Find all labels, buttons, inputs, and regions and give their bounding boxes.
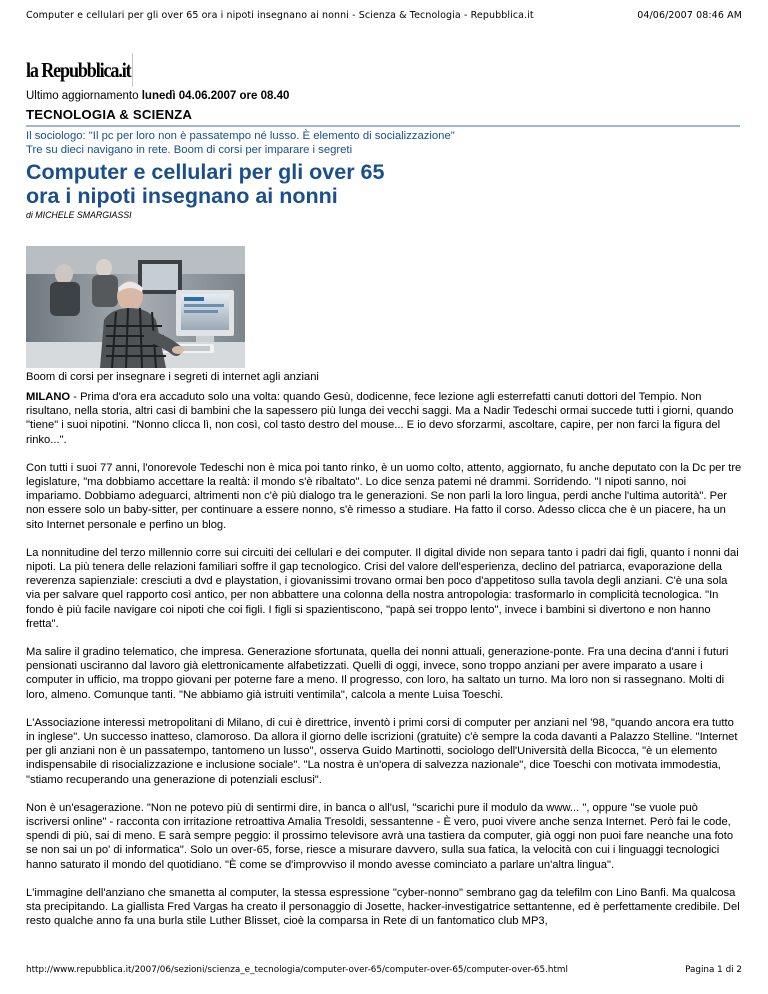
headline-line-2: ora i nipoti insegnano ai nonni	[26, 184, 338, 208]
article-headline	[26, 160, 384, 208]
print-footer	[26, 965, 742, 979]
headline-line-1: Computer e cellulari per gli over 65	[26, 160, 385, 184]
article-paragraph: L'Associazione interessi metropolitani di Milano, di cui è direttrice, inventò i primi corsi di computer per anziani nel '98, "quando ancora era tutto in inglese". Un successo inatteso, clamoroso. Da allora il giorno delle iscrizioni (gratuite) c'è sempre la coda davanti a Palazzo Stelline. "Internet per gli anziani non è un passatempo, tantomeno un lusso", osserva Guido Martinotti, sociologo dell'Università della Bicocca, "è un elemento indispensabile di risocializzazione e inclusione sociale". "La nostra è un'opera di salvezza nazionale", dice Toeschi con motivata immodestia, "stiamo recuperando una generazione di potenziali esclusi".	[26, 716, 738, 786]
site-header	[26, 53, 148, 87]
photo-caption: Boom di corsi per insegnare i segreti di internet agli anziani	[26, 371, 319, 383]
article-byline: di MICHELE SMARGIASSI	[26, 210, 132, 220]
kicker-line: Tre su dieci navigano in rete. Boom di corsi per imparare i segreti	[26, 144, 353, 156]
last-update-value: lunedì 04.06.2007 ore 08.40	[141, 90, 290, 102]
print-date: 04/06/2007 08:46 AM	[637, 10, 742, 21]
article-paragraph: Con tutti i suoi 77 anni, l'onorevole Tedeschi non è mica poi tanto rinko, è un uomo colto, attento, aggiornato, fu anche deputato con la Dc per tre legislature, "ma dobbiamo accettare la realtà: il mondo s'è ribaltato". Lo dice senza patemi né drammi. Sorridendo. "I nipoti sanno, noi impariamo. Dobbiamo adeguarci, altrimenti non c'è più dialogo tra le generazioni. Se non parli la loro lingua, perdi anche l'ultima autorità". Per non essere solo un baby-sitter, per continuare a essere nonno, s'è rimesso a studiare. Ha fatto il corso. Adesso clicca che è un piacere, ha un sito Internet personale e perfino un blog.	[26, 461, 742, 531]
print-page-title: Computer e cellulari per gli over 65 ora i nipoti insegnano ai nonni - Scienza & Tecnologia - Repubblica.it	[26, 10, 534, 21]
article-paragraph: Ma salire il gradino telematico, che impresa. Generazione sfortunata, quella dei nonni attuali, generazione-ponte. Fra una decina d'anni i futuri pensionati usciranno dal lavoro già elettronicamente alfabetizzati. Quelli di oggi, invece, sono troppo anziani per avere imparato a usare i computer in ufficio, ma troppo giovani per poterne fare a meno. Il progresso, con loro, ha saltato un turno. Ma loro non si rassegnano. Molti di loro, almeno. Comunque tanti. "Ne abbiamo già istruiti ventimila", calcola a mente Luisa Toeschi.	[26, 646, 729, 701]
repubblica-logo[interactable]: la Repubblica.it	[26, 58, 131, 82]
article-paragraph: La nonnitudine del terzo millennio corre sui circuiti dei cellulari e dei computer. Il digital divide non separa tanto i padri dai figli, quanto i nonni dai nipoti. La più tenera delle relazioni familiari soffre il gap tecnologico. Crisi del valore dell'esperienza, declino del patriarca, evaporazione della reverenza sapienziale: cresciuti a dvd e playstation, i giovanissimi trovano ormai ben poco d'appetitoso sulla tavola degli anziani. C'è una sola via per salvare quel rapporto così antico, per non abbattere una colonna della nostra antropologia: trasformarlo in complicità tecnologica. "In fondo è più facile navigare coi nipoti che coi figli. I figli si spazientiscono, "papà sei troppo lento", invece i bambini si divertono e non hanno fretta".	[26, 546, 739, 630]
print-page-url[interactable]: http://www.repubblica.it/2007/06/sezioni/scienza_e_tecnologia/computer-over-65/computer-over-65/computer-over-65.html	[26, 965, 568, 975]
article-paragraph: Non è un'esagerazione. "Non ne potevo più di sentirmi dire, in banca o all'usl, "scarichi pure il modulo da www... ", oppure "se vuole può iscriversi online" - racconta con irritazione retroattiva Amalia Tresoldi, sessantenne - È vero, puoi vivere anche senza Internet. Però fai le code, spendi di più, sai di meno. E sarà sempre peggio: il prossimo televisore avrà una tastiera da computer, già oggi non puoi fare neanche una foto se non sai un po' di informatica". Solo un over-65, forse, riesce a misurare davvero, sulla sua fatica, la velocità con cui i linguaggi tecnologici hanno saturato il mondo del quotidiano. "È come se d'improvviso il mondo avesse cominciato a parlare un'altra lingua".	[26, 801, 734, 871]
computer-class-photo	[26, 246, 245, 368]
article-dateline: MILANO	[26, 391, 71, 403]
article-paragraph: L'immagine dell'anziano che smanetta al computer, la stessa espressione "cyber-nonno" sembrano gag da telefilm con Lino Banfi. Ma qualcosa sta precipitando. La giallista Fred Vargas ha creato il personaggio di Josette, hacker-investigatrice settantenne, ed è perfettamente credibile. Del resto qualche anno fa una burla stile Luther Blisset, cioè la comparsa in Rete di un fantomatico club MP3,	[26, 886, 740, 928]
last-update	[26, 90, 289, 102]
article-photo	[26, 246, 245, 368]
section-title[interactable]: TECNOLOGIA & SCIENZA	[26, 107, 193, 122]
article-body	[26, 390, 742, 943]
logo-divider	[132, 53, 133, 87]
print-page-number: Pagina 1 di 2	[685, 965, 742, 975]
last-update-label: Ultimo aggiornamento	[26, 90, 139, 102]
print-header	[26, 10, 742, 24]
kicker-line: Il sociologo: "Il pc per loro non è passatempo né lusso. È elemento di socializzazione"	[26, 130, 455, 142]
article-paragraph: MILANO - Prima d'ora era accaduto solo una volta: quando Gesù, dodicenne, fece lezione agli esterrefatti canuti dottori del Tempio. Non risultano, nella storia, altri casi di bambini che la sapessero più lunga dei vecchi saggi. Ma a Nadir Tedeschi ormai succede tutti i giorni, quando "tiene" i suoi nipotini. "Nonno clicca lì, non così, col tasto destro del mouse... E io devo sforzarmi, ascoltare, capire, per non farci la figura del rinko...".	[26, 391, 734, 446]
section-divider	[26, 125, 740, 127]
